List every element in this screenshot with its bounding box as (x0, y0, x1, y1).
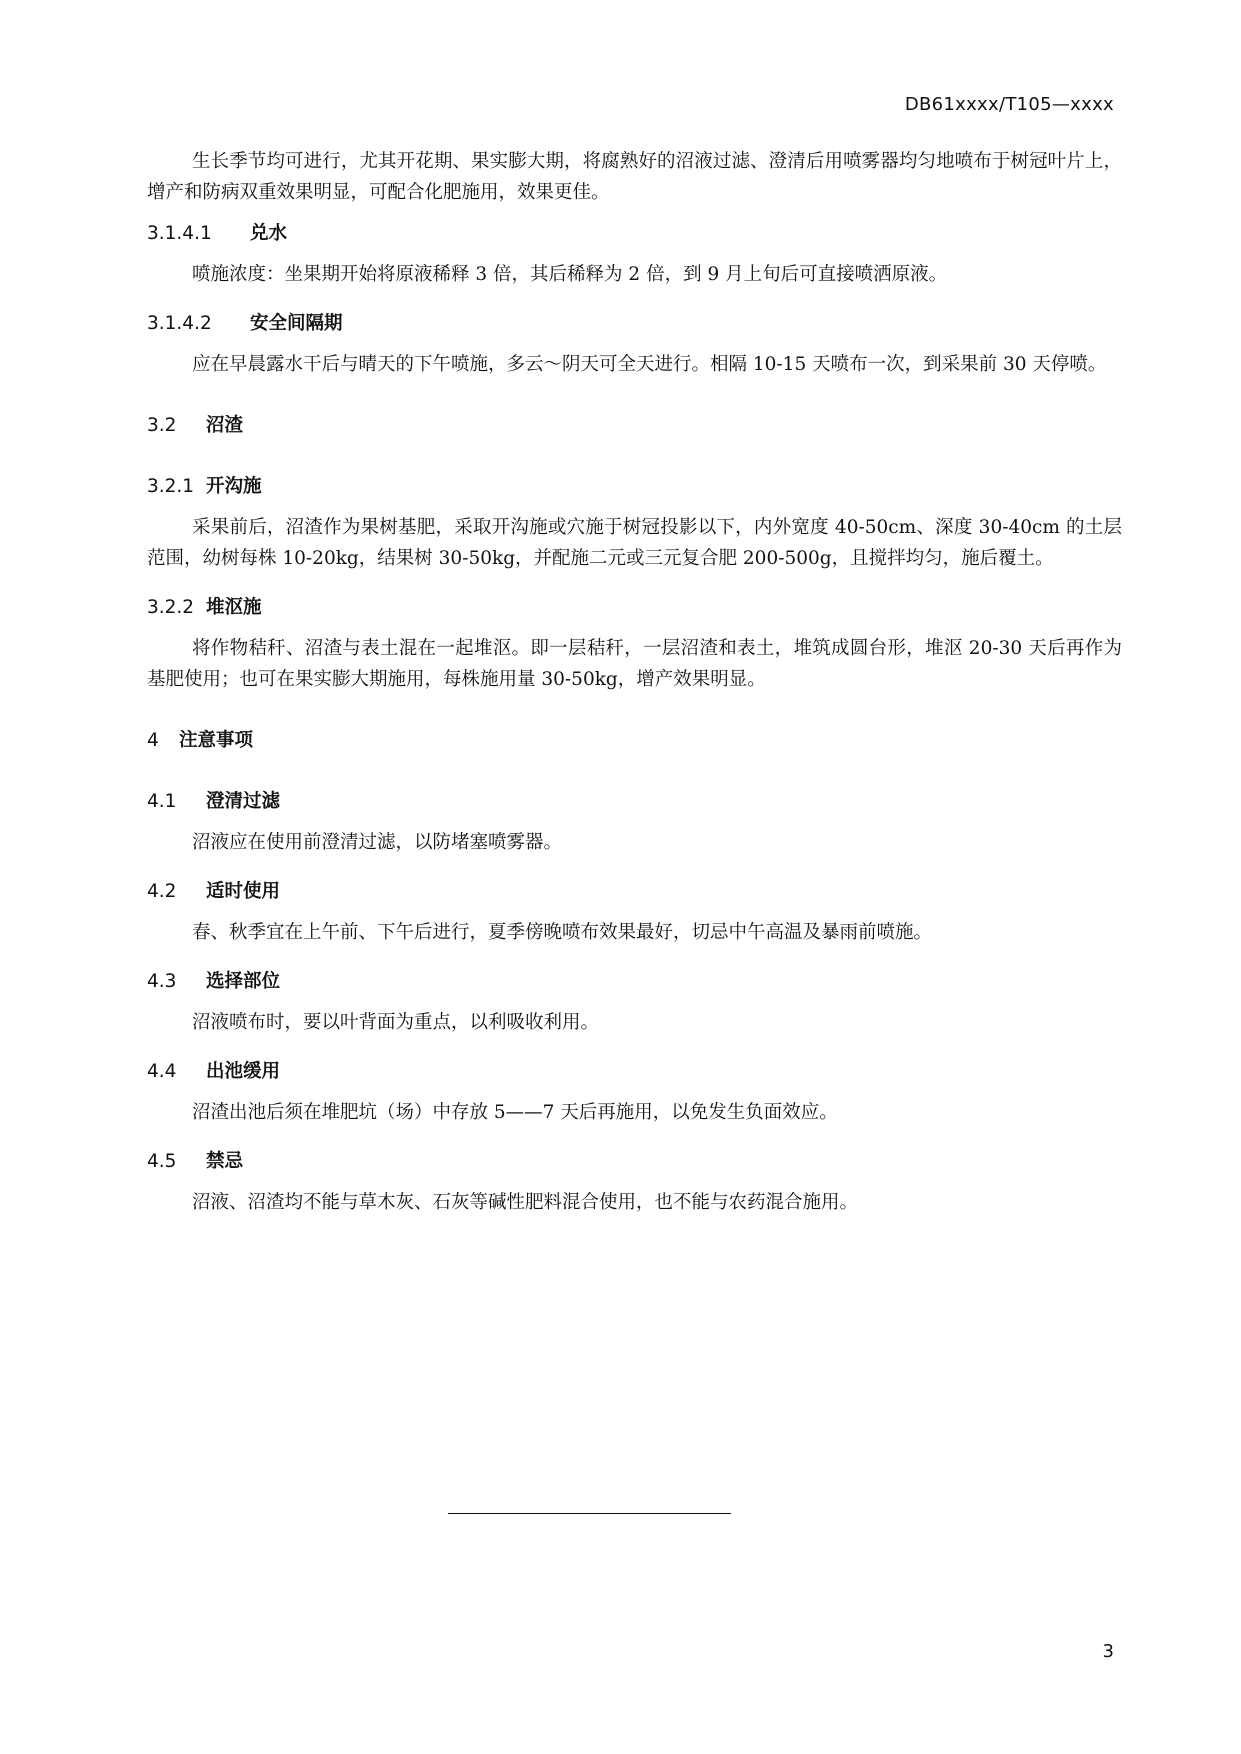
heading-4-3 (147, 966, 1122, 997)
heading-number: 3.2.1 (147, 476, 195, 497)
heading-title: 出池缓用 (206, 1061, 281, 1082)
paragraph-3-1-4-2: 应在早晨露水干后与晴天的下午喷施，多云～阴天可全天进行。相隔 10-15 天喷布一次，到采果前 30 天停喷。 (192, 354, 1107, 375)
document-body (147, 146, 1122, 1218)
heading-4-2 (147, 876, 1122, 907)
heading-title: 澄清过滤 (206, 791, 281, 812)
heading-3-2 (147, 410, 1122, 441)
paragraph-4-2: 春、秋季宜在上午前、下午后进行，夏季傍晚喷布效果最好，切忌中午高温及暴雨前喷施。 (192, 922, 933, 943)
heading-4-4 (147, 1056, 1122, 1087)
paragraph-4-3: 沼液喷布时，要以叶背面为重点，以利吸收利用。 (192, 1012, 600, 1033)
heading-title: 选择部位 (206, 971, 281, 992)
heading-4-1 (147, 786, 1122, 817)
heading-4 (147, 725, 1122, 756)
document-code: DB61xxxx/T105—xxxx (904, 94, 1114, 115)
heading-title: 沼渣 (206, 415, 244, 436)
heading-3-1-4-2 (147, 308, 1122, 339)
heading-title: 适时使用 (206, 881, 281, 902)
heading-3-1-4-1 (147, 218, 1122, 249)
heading-number: 4.1 (147, 791, 177, 812)
heading-title: 兑水 (250, 223, 288, 244)
paragraph-intro: 生长季节均可进行，尤其开花期、果实膨大期，将腐熟好的沼液过滤、澄清后用喷雾器均匀地喷布于树冠叶片上，增产和防病双重效果明显，可配合化肥施用，效果更佳。 (147, 151, 1122, 203)
heading-number: 4.4 (147, 1061, 177, 1082)
heading-3-2-2 (147, 592, 1122, 623)
heading-title: 禁忌 (206, 1151, 244, 1172)
heading-number: 4.2 (147, 881, 177, 902)
paragraph-3-1-4-1: 喷施浓度：坐果期开始将原液稀释 3 倍，其后稀释为 2 倍，到 9 月上旬后可直接喷洒原液。 (192, 264, 948, 285)
heading-number: 3.2.2 (147, 597, 195, 618)
paragraph-3-2-2: 将作物秸秆、沼渣与表土混在一起堆沤。即一层秸秆，一层沼渣和表土，堆筑成圆台形，堆沤 20-30 天后再作为基肥使用；也可在果实膨大期施用，每株施用量 30-50kg，增产效果明显。 (147, 638, 1122, 690)
heading-number: 4.5 (147, 1151, 177, 1172)
heading-title: 堆沤施 (206, 597, 262, 618)
heading-number: 4 (147, 730, 159, 751)
heading-number: 3.1.4.1 (147, 223, 212, 244)
heading-number: 3.1.4.2 (147, 313, 212, 334)
paragraph-4-1: 沼液应在使用前澄清过滤，以防堵塞喷雾器。 (192, 832, 563, 853)
heading-title: 安全间隔期 (250, 313, 343, 334)
heading-title: 注意事项 (179, 730, 254, 751)
page-number: 3 (1102, 1641, 1114, 1662)
heading-4-5 (147, 1146, 1122, 1177)
heading-3-2-1 (147, 471, 1122, 502)
paragraph-4-4: 沼渣出池后须在堆肥坑（场）中存放 5——7 天后再施用，以免发生负面效应。 (192, 1102, 838, 1123)
end-separator-line (448, 1513, 731, 1514)
paragraph-4-5: 沼液、沼渣均不能与草木灰、石灰等碱性肥料混合使用，也不能与农药混合施用。 (192, 1192, 859, 1213)
heading-title: 开沟施 (206, 476, 262, 497)
heading-number: 3.2 (147, 415, 177, 436)
heading-number: 4.3 (147, 971, 177, 992)
paragraph-3-2-1: 采果前后，沼渣作为果树基肥，采取开沟施或穴施于树冠投影以下，内外宽度 40-50cm、深度 30-40cm 的土层范围，幼树每株 10-20kg，结果树 30-50kg，并配施二元或三元复合肥 200-500g，且搅拌均匀，施后覆土。 (147, 517, 1122, 569)
